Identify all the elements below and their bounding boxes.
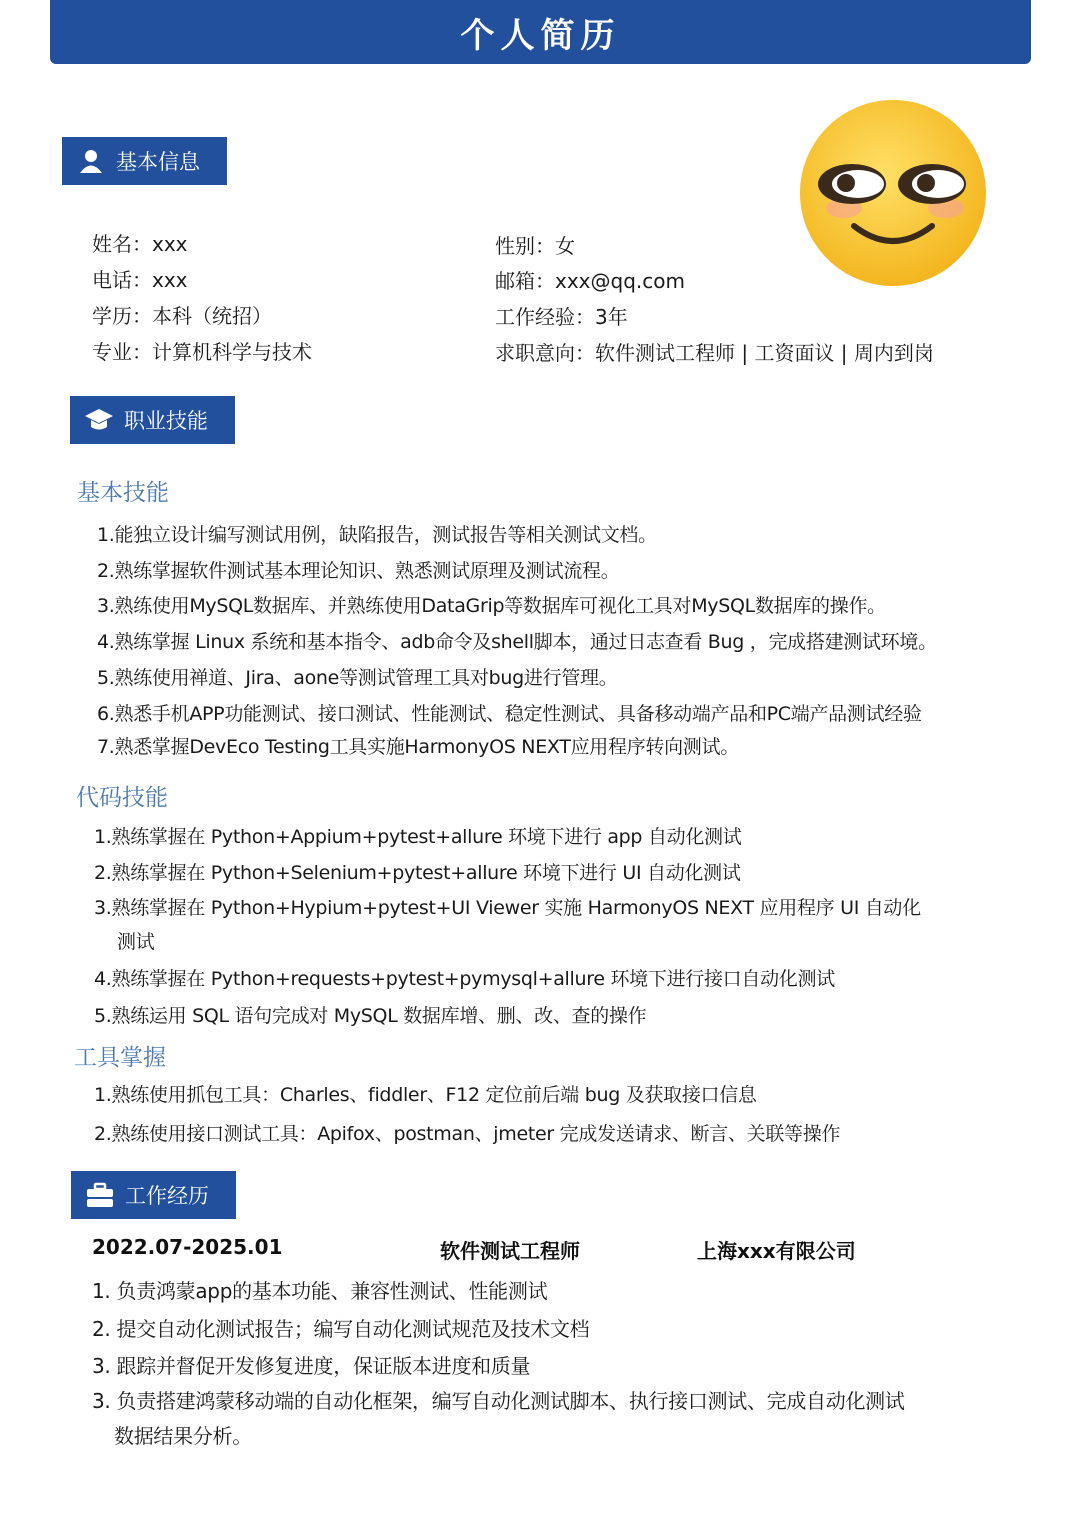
smiley-icon [796,96,990,290]
list-item: 2. 提交自动化测试报告；编写自动化测试规范及技术文档 [92,1317,590,1341]
section-title: 职业技能 [124,409,208,433]
page-title: 个人简历 [460,15,621,56]
list-item: 6.熟悉手机APP功能测试、接口测试、性能测试、稳定性测试、具备移动端产品和PC端产品测试经验 [97,703,922,725]
work-company: 上海xxx有限公司 [697,1239,856,1263]
list-item: 3.熟练使用MySQL数据库、并熟练使用DataGrip等数据库可视化工具对MySQL数据库的操作。 [97,595,886,617]
section-header-skills [70,396,235,444]
list-item: 1. 负责鸿蒙app的基本功能、兼容性测试、性能测试 [92,1279,548,1303]
list-item: 1.能独立设计编写测试用例，缺陷报告，测试报告等相关测试文档。 [97,524,657,546]
phone-field: 电话：xxx [92,268,188,292]
section-title: 工作经历 [125,1184,209,1208]
list-item: 5.熟练运用 SQL 语句完成对 MySQL 数据库增、删、改、查的操作 [94,1005,647,1027]
basic-skills-title: 基本技能 [77,480,169,506]
list-item: 4.熟练掌握 Linux 系统和基本指令、adb命令及shell脚本，通过日志查看 Bug ，完成搭建测试环境。 [97,631,937,653]
tools-title: 工具掌握 [74,1045,166,1071]
list-item: 1.熟练使用抓包工具：Charles、fiddler、F12 定位前后端 bug 及获取接口信息 [94,1084,757,1106]
list-item: 2.熟练掌握在 Python+Selenium+pytest+allure 环境下进行 UI 自动化测试 [94,862,741,884]
major-field: 专业：计算机科学与技术 [92,340,312,364]
objective-field: 求职意向：软件测试工程师 | 工资面议 | 周内到岗 [495,341,934,365]
list-item: 3.熟练掌握在 Python+Hypium+pytest+UI Viewer 实施 HarmonyOS NEXT 应用程序 UI 自动化 [94,897,921,919]
list-item: 1.熟练掌握在 Python+Appium+pytest+allure 环境下进行 app 自动化测试 [94,826,742,848]
work-position: 软件测试工程师 [440,1239,580,1263]
list-item: 4.熟练掌握在 Python+requests+pytest+pymysql+allure 环境下进行接口自动化测试 [94,968,835,990]
email-field: 邮箱：xxx@qq.com [495,269,685,293]
graduation-cap-icon [84,405,114,435]
list-item: 2.熟练掌握软件测试基本理论知识、熟悉测试原理及测试流程。 [97,560,620,582]
name-field: 姓名：xxx [92,232,188,256]
work-period: 2022.07-2025.01 [92,1235,283,1259]
experience-field: 工作经验：3年 [495,305,628,329]
briefcase-icon [85,1180,115,1210]
list-item: 3. 跟踪并督促开发修复进度，保证版本进度和质量 [92,1354,531,1378]
list-item: 5.熟练使用禅道、Jira、aone等测试管理工具对bug进行管理。 [97,667,618,689]
list-item: 2.熟练使用接口测试工具：Apifox、postman、jmeter 完成发送请求、断言、关联等操作 [94,1123,841,1145]
list-item-continuation: 测试 [117,931,155,953]
education-field: 学历：本科（统招） [92,304,272,328]
section-header-basic-info [62,137,227,185]
list-item: 7.熟悉掌握DevEco Testing工具实施HarmonyOS NEXT应用程序转向测试。 [97,736,739,758]
code-skills-title: 代码技能 [76,785,168,811]
section-title: 基本信息 [116,150,200,174]
title-banner [50,0,1031,64]
list-item: 3. 负责搭建鸿蒙移动端的自动化框架，编写自动化测试脚本、执行接口测试、完成自动化测试 [92,1389,905,1413]
person-icon [76,146,106,176]
gender-field: 性别：女 [495,234,575,258]
list-item-continuation: 数据结果分析。 [114,1424,252,1448]
section-header-work [71,1171,236,1219]
